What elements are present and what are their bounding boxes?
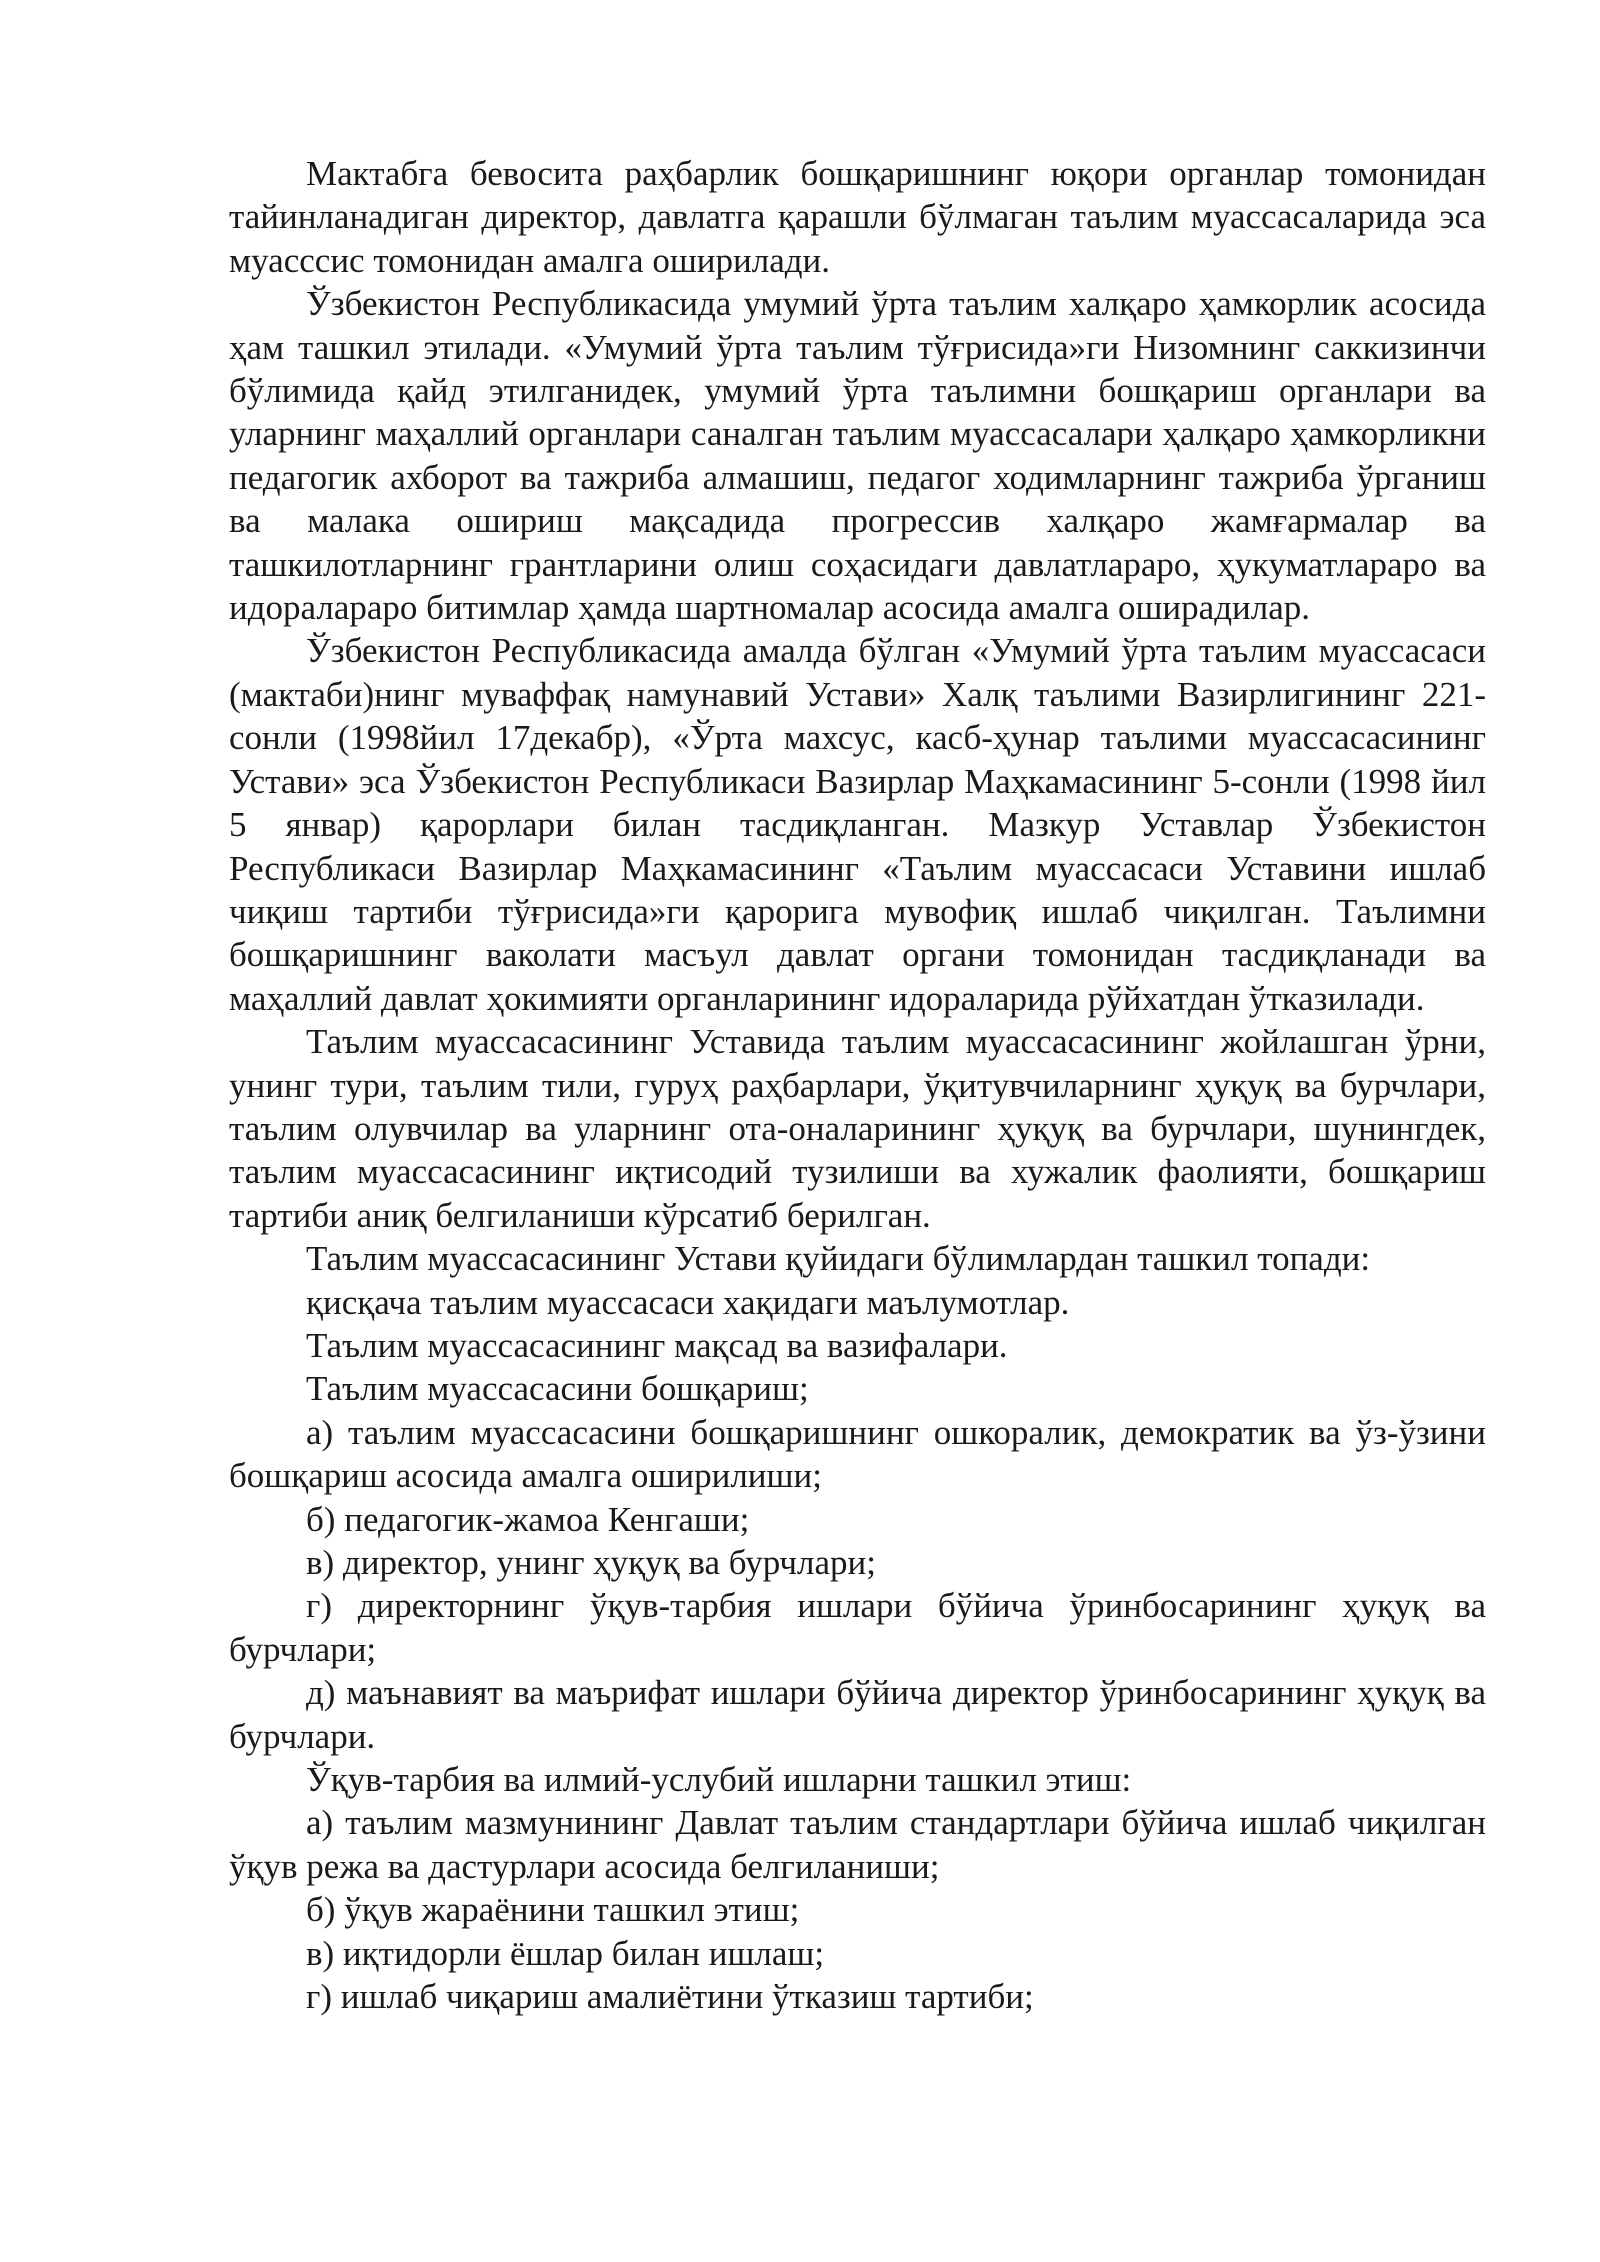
list-line-1: қисқача таълим муассасаси хақидаги маълумотлар. (306, 1282, 1070, 1322)
paragraph-5: Таълим муассасасининг Устави қуйидаги бўлимлардан ташкил топади: (306, 1239, 1371, 1279)
paragraph-2: Ўзбекистон Республикасида умумий ўрта таълим халқаро ҳамкорлик асосида ҳам ташкил этилади. «Умумий ўрта таълим тўғрисида»ги Низомнинг саккизинчи бўлимида қайд этилганидек, умумий ўрта таълимни бошқариш органлари ва уларнинг маҳаллий органлари саналган таълим муассасалари ҳалқаро ҳамкорликни педагогик ахборот ва тажриба алмашиш, педагог ходимларнинг тажриба ўрганиш ва малака ошириш мақсадида прогрессив халқаро жамғармалар ва ташкилотларнинг грантларини олиш соҳасидаги давлатлараро, ҳукуматлараро ва идоралараро битимлар ҳамда шартномалар асосида амалга оширадилар. (229, 284, 1486, 628)
list-item-g-practice: г) ишлаб чиқариш амалиётини ўтказиш тартиби; (306, 1977, 1034, 2017)
list-item-a-content: а) таълим мазмунининг Давлат таълим стандартлари бўйича ишлаб чиқилган ўқув режа ва дастурлари асосида белгиланиши; (229, 1803, 1486, 1886)
paragraph-4: Таълим муассасасининг Уставида таълим муассасасининг жойлашган ўрни, унинг тури, таълим тили, гуруҳ раҳбарлари, ўқитувчиларнинг ҳуқуқ ва бурчлари, таълим олувчилар ва уларнинг ота-оналарининг ҳуқуқ ва бурчлари, шунингдек, таълим муассасасининг иқтисодий тузилиши ва хужалик фаолияти, бошқариш тартиби аниқ белгиланиши кўрсатиб берилган. (229, 1022, 1486, 1235)
list-item-a-management: а) таълим муассасасини бошқаришнинг ошкоралик, демократик ва ўз-ўзини бошқариш асосида амалга оширилиши; (229, 1412, 1486, 1496)
paragraph-3: Ўзбекистон Республикасида амалда бўлган «Умумий ўрта таълим муассасаси (мактаби)нинг муваффақ намунавий Устави» Халқ таълими Вазирлигининг 221-сонли (1998йил 17декабр), «Ўрта махсус, касб-ҳунар таълими муассасасининг Устави» эса Ўзбекистон Республикаси Вазирлар Маҳкамасининг 5-сонли (1998 йил 5 январ) қарорлари билан тасдиқланган. Мазкур Уставлар Ўзбекистон Республикаси Вазирлар Маҳкамасининг «Таълим муассасаси Уставини ишлаб чиқиш тартиби тўғрисида»ги қарорига мувофиқ ишлаб чиқилган. Таълимни бошқаришнинг ваколати масъул давлат органи томонидан тасдиқланади ва маҳаллий давлат ҳокимияти органларининг идораларида рўйхатдан ўтказилади. (229, 631, 1486, 1018)
list-item-d-deputy: д) маънавият ва маърифат ишлари бўйича директор ўринбосарининг ҳуқуқ ва бурчлари. (229, 1673, 1486, 1756)
paragraph-1: Мактабга бевосита раҳбарлик бошқаришнинг юқори органлар томонидан тайинланадиган директор, давлатга қарашли бўлмаган таълим муассасаларида эса муасссис томонидан амалга оширилади. (229, 154, 1486, 280)
list-line-2: Таълим муассасасининг мақсад ва вазифалари. (306, 1325, 1008, 1365)
list-item-g-deputy: г) директорнинг ўқув-тарбия ишлари бўйича ўринбосарининг ҳуқуқ ва бурчлари; (229, 1586, 1486, 1669)
list-line-3: Таълим муассасасини бошқариш; (306, 1369, 809, 1409)
document-body (229, 152, 1486, 2018)
list-item-b-council: б) педагогик-жамоа Кенгаши; (306, 1499, 750, 1539)
list-item-v-director: в) директор, унинг ҳуқуқ ва бурчлари; (306, 1543, 876, 1582)
list-item-b-process: б) ўқув жараёнини ташкил этиш; (306, 1890, 800, 1930)
list-item-v-talented: в) иқтидорли ёшлар билан ишлаш; (306, 1933, 825, 1973)
section-heading-educational: Ўқув-тарбия ва илмий-услубий ишларни ташкил этиш: (306, 1760, 1132, 1800)
